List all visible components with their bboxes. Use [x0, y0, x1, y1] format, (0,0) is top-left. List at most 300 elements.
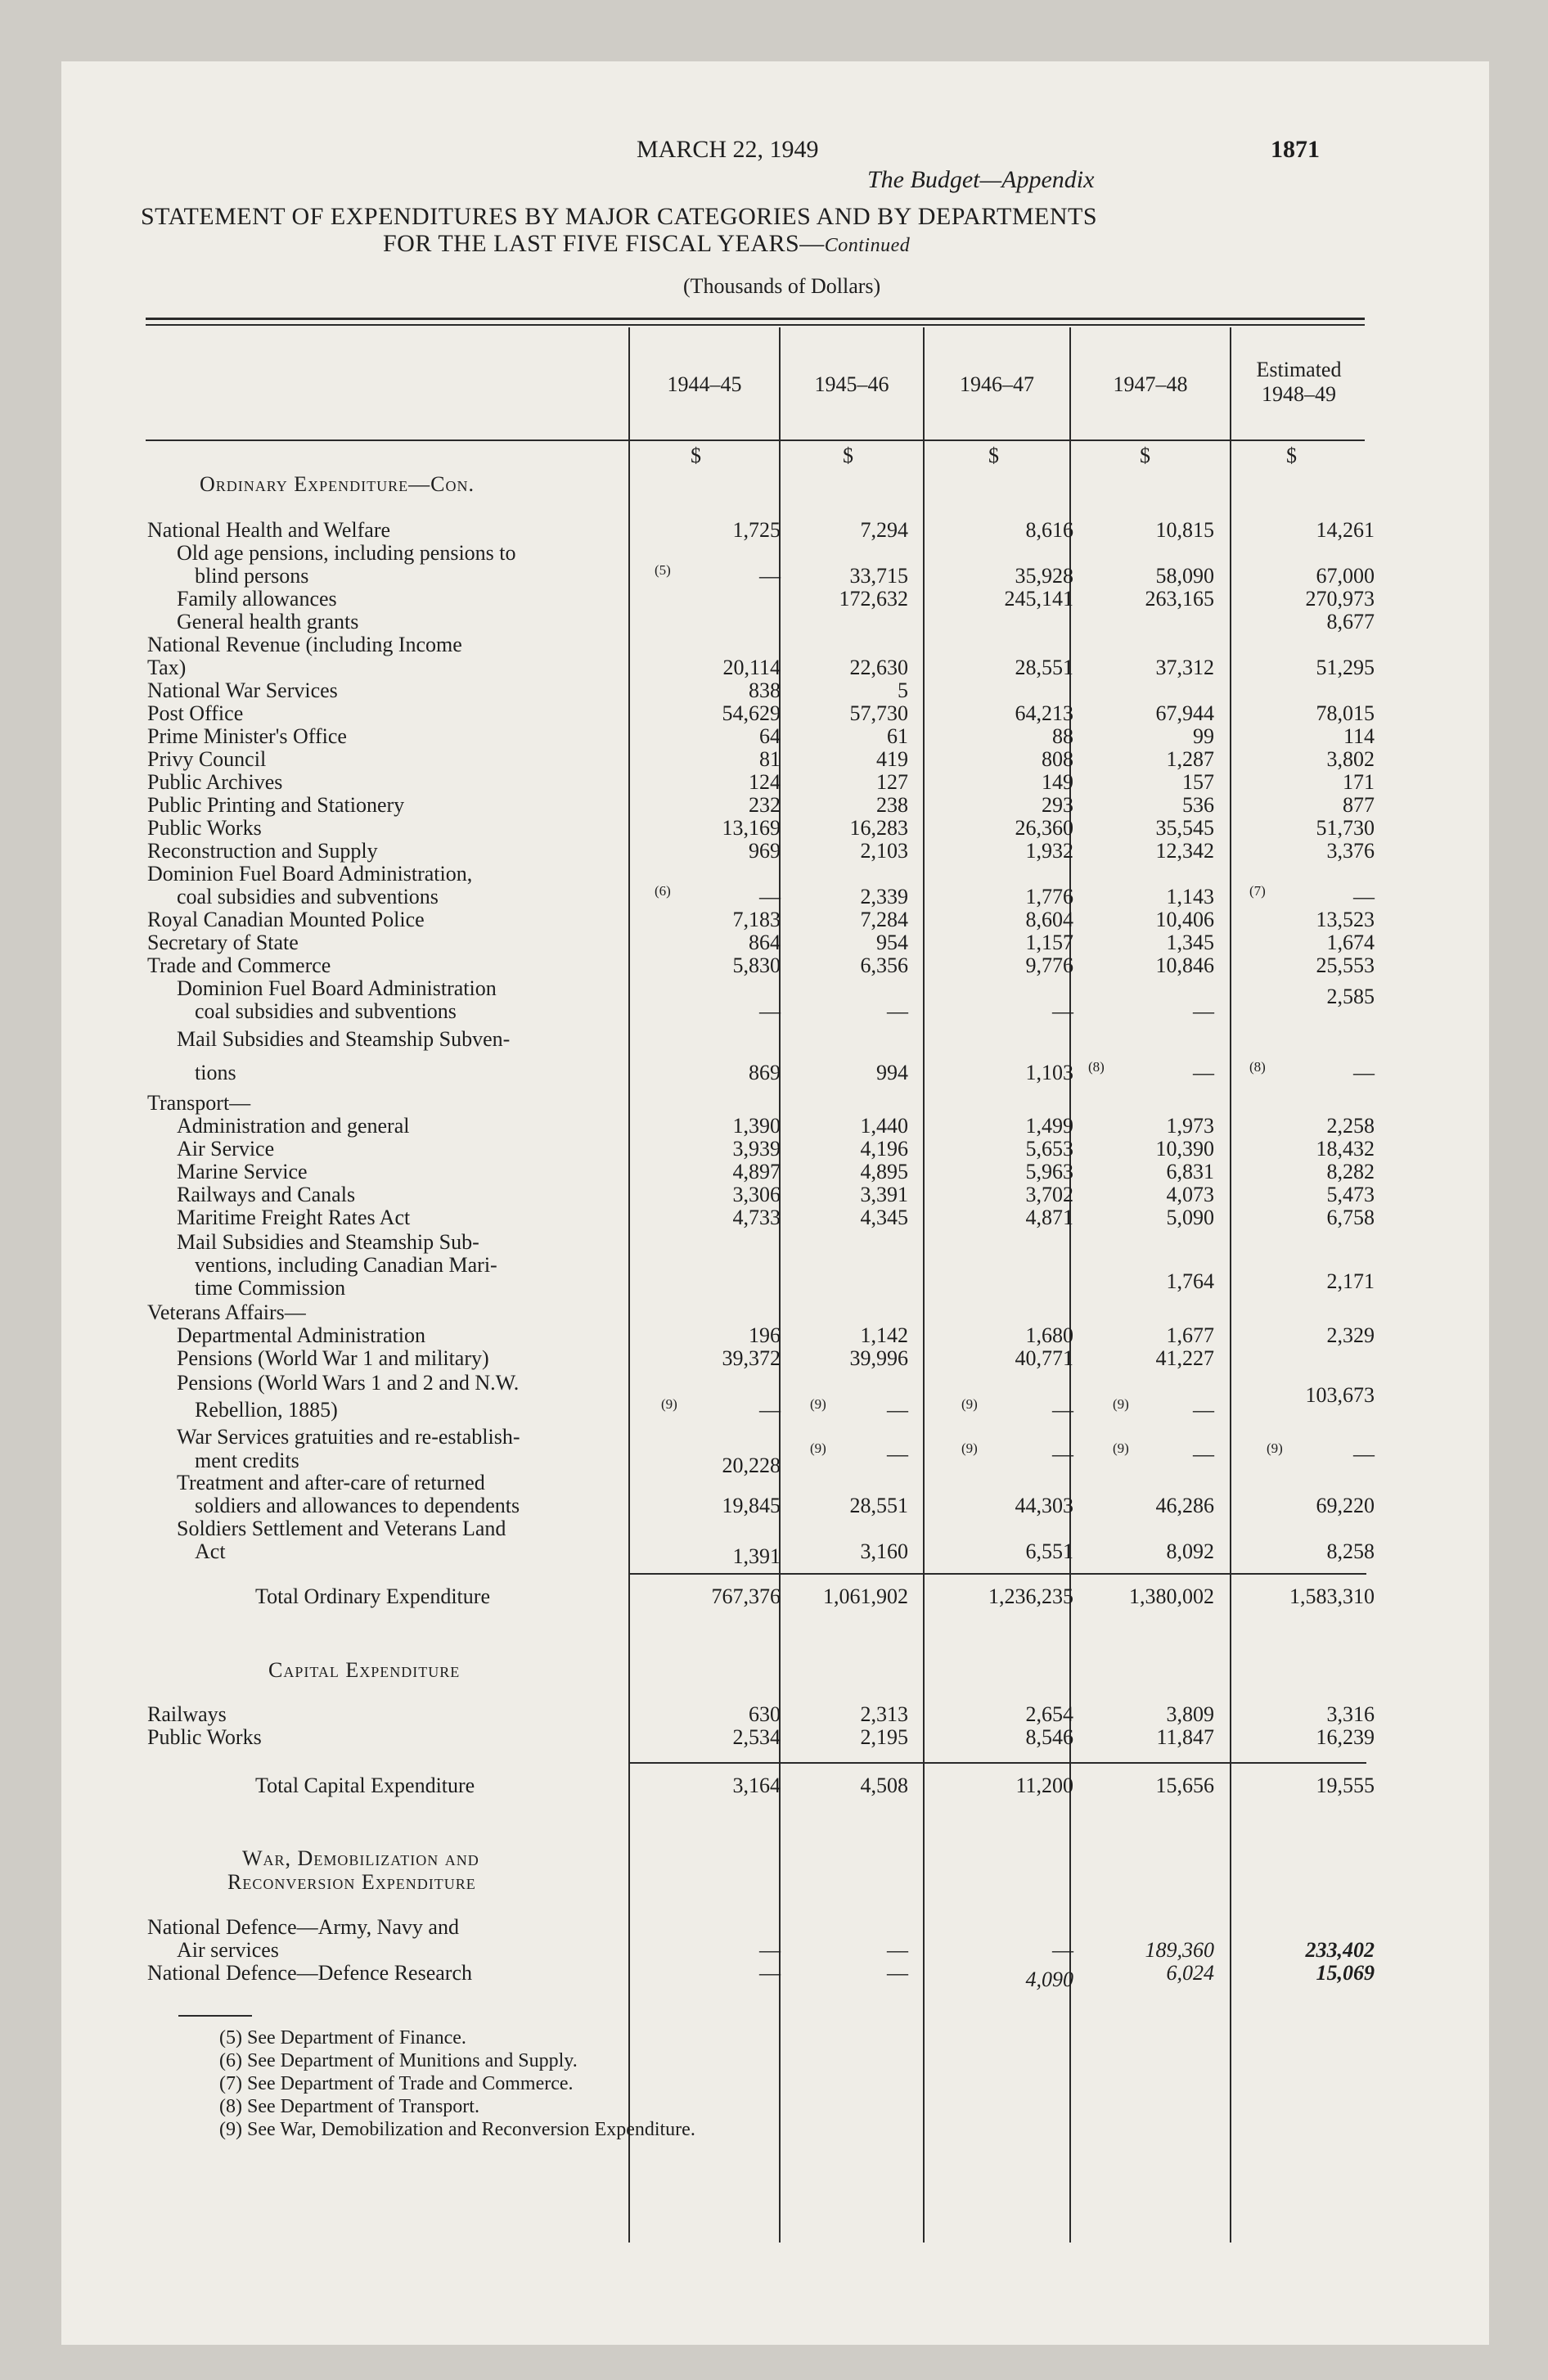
table-row — [0, 1539, 1548, 1568]
row-label: Post Office — [147, 701, 244, 725]
cell: 171 — [1343, 770, 1375, 794]
row-label: ventions, including Canadian Mari- — [195, 1253, 497, 1277]
row-label: Total Capital Expenditure — [255, 1774, 475, 1797]
table-row — [0, 770, 1548, 795]
cell: 536 — [1182, 793, 1214, 817]
cell: 58,090 — [1155, 564, 1214, 588]
cell: 1,345 — [1166, 931, 1214, 954]
cell: 8,546 — [1025, 1725, 1073, 1749]
cell: 64 — [759, 724, 781, 748]
cell: 1,674 — [1326, 931, 1375, 954]
row-label: Pensions (World Wars 1 and 2 and N.W. — [177, 1371, 520, 1395]
section-heading-capital: Capital Expenditure — [268, 1658, 461, 1682]
cell: 5,653 — [1025, 1137, 1073, 1161]
page-number: 1871 — [1271, 136, 1320, 163]
row-label: Old age pensions, including pensions to — [177, 541, 516, 565]
row-label: coal subsidies and subventions — [195, 999, 457, 1023]
row-label: Tax) — [147, 656, 187, 679]
row-label: Transport— — [147, 1091, 251, 1115]
cell: 1,725 — [732, 518, 781, 542]
cell: 2,534 — [732, 1725, 781, 1749]
cell: 1,973 — [1166, 1114, 1214, 1138]
row-label: time Commission — [195, 1276, 346, 1300]
cell: 3,802 — [1326, 747, 1375, 771]
row-label: Family allowances — [177, 587, 337, 611]
total-row — [0, 1584, 1548, 1609]
table-row — [0, 976, 1548, 1001]
cell: 1,390 — [732, 1114, 781, 1138]
table-row — [0, 1725, 1548, 1750]
cell: 2,258 — [1326, 1114, 1375, 1138]
cell: 196 — [749, 1323, 781, 1347]
section-heading-ordinary: Ordinary Expenditure—Con. — [200, 472, 475, 496]
cell: — — [759, 1961, 781, 1985]
cell: 16,239 — [1316, 1725, 1375, 1749]
row-label: Soldiers Settlement and Veterans Land — [177, 1517, 506, 1540]
cell: 2,103 — [860, 839, 908, 863]
table-row — [0, 1091, 1548, 1116]
cell: 35,545 — [1155, 816, 1214, 840]
cell: 808 — [1042, 747, 1073, 771]
cell: 1,103 — [1025, 1061, 1073, 1084]
currency-symbol: $ — [843, 444, 853, 467]
cell: 5,963 — [1025, 1160, 1073, 1183]
cell: 419 — [876, 747, 908, 771]
row-label: ment credits — [195, 1449, 299, 1472]
cell: 78,015 — [1316, 701, 1375, 725]
cell: 114 — [1343, 724, 1375, 748]
col-header-estimated: Estimated — [1256, 358, 1342, 381]
row-label: Dominion Fuel Board Administration — [177, 976, 497, 1000]
table-row — [0, 1206, 1548, 1230]
cell: 869 — [749, 1061, 781, 1084]
table-row — [0, 1253, 1548, 1278]
cell: 4,196 — [860, 1137, 908, 1161]
cell: — — [887, 1442, 908, 1466]
table-row — [0, 1114, 1548, 1138]
row-label: National War Services — [147, 678, 338, 702]
table-row — [0, 816, 1548, 841]
row-label: Pensions (World War 1 and military) — [177, 1346, 489, 1370]
table-row — [0, 541, 1548, 566]
table-row — [0, 1961, 1548, 1991]
table-row — [0, 931, 1548, 955]
row-label: Veterans Affairs— — [147, 1300, 306, 1324]
cell: — — [1193, 1061, 1214, 1084]
cell: 2,585 — [1326, 985, 1375, 1008]
cell: 3,306 — [732, 1183, 781, 1206]
cell: 15,656 — [1155, 1774, 1214, 1797]
section-heading-war-2: Reconversion Expenditure — [227, 1870, 476, 1894]
row-label: Secretary of State — [147, 931, 299, 954]
cell: 1,440 — [860, 1114, 908, 1138]
cell: 954 — [876, 931, 908, 954]
cell: 969 — [749, 839, 781, 863]
cell: — — [1052, 1442, 1073, 1466]
cell: 15,069 — [1316, 1961, 1375, 1985]
table-row — [0, 793, 1548, 818]
cell: 124 — [749, 770, 781, 794]
cell: 263,165 — [1145, 587, 1214, 611]
statement-title-line2: FOR THE LAST FIVE FISCAL YEARS—Continued — [383, 230, 911, 257]
cell: 81 — [759, 747, 781, 771]
cell: 767,376 — [711, 1584, 781, 1608]
cell: — — [759, 564, 781, 588]
cell: 877 — [1343, 793, 1375, 817]
page-date: MARCH 22, 1949 — [637, 136, 819, 163]
table-top-rule — [146, 318, 1365, 320]
cell: 10,815 — [1155, 518, 1214, 542]
row-label: Total Ordinary Expenditure — [255, 1584, 490, 1608]
cell: 8,258 — [1326, 1539, 1375, 1563]
cell: 1,143 — [1166, 885, 1214, 908]
cell: 2,654 — [1025, 1702, 1073, 1726]
cell: 7,183 — [732, 908, 781, 931]
section-heading-war: War, Demobilization and — [242, 1846, 479, 1870]
table-row — [0, 1160, 1548, 1184]
footnote: (9) See War, Demobilization and Reconversion Expenditure. — [219, 2119, 695, 2140]
cell: — — [759, 1938, 781, 1962]
row-label: War Services gratuities and re-establish- — [177, 1425, 520, 1449]
cell: 64,213 — [1015, 701, 1073, 725]
cell: 1,776 — [1025, 885, 1073, 908]
cell: 8,604 — [1025, 908, 1073, 931]
cell: 1,764 — [1166, 1269, 1214, 1293]
cell: 9,776 — [1025, 953, 1073, 977]
cell: — — [1353, 1061, 1375, 1084]
footnote: (5) See Department of Finance. — [219, 2027, 466, 2049]
row-label: National Revenue (including Income — [147, 633, 462, 656]
row-label: Act — [195, 1539, 226, 1563]
cell: 7,294 — [860, 518, 908, 542]
cell: 35,928 — [1015, 564, 1073, 588]
currency-symbol: $ — [691, 444, 701, 467]
row-label: Reconstruction and Supply — [147, 839, 378, 863]
table-row — [0, 1702, 1548, 1727]
cell: 19,845 — [722, 1494, 781, 1517]
cell: 28,551 — [1015, 656, 1073, 679]
cell: 1,680 — [1025, 1323, 1073, 1347]
row-label: Public Printing and Stationery — [147, 793, 405, 817]
cell: — — [1193, 1442, 1214, 1466]
table-row — [0, 633, 1548, 657]
row-label: Royal Canadian Mounted Police — [147, 908, 425, 931]
table-row — [0, 1269, 1548, 1300]
cell: 3,164 — [732, 1774, 781, 1797]
cell: — — [759, 1398, 781, 1422]
cell: 2,329 — [1326, 1323, 1375, 1347]
cell: 19,555 — [1316, 1774, 1375, 1797]
cell: 245,141 — [1004, 587, 1073, 611]
cell: 189,360 — [1145, 1938, 1214, 1962]
cell: 44,303 — [1015, 1494, 1073, 1517]
cell: 1,236,235 — [988, 1584, 1073, 1608]
cell: 3,702 — [1025, 1183, 1073, 1206]
row-label: Air services — [177, 1938, 279, 1962]
cell: 233,402 — [1305, 1938, 1375, 1962]
row-label: Administration and general — [177, 1114, 410, 1138]
row-label: soldiers and allowances to dependents — [195, 1494, 520, 1517]
table-row: ment credits 20,228 (9) — (9) — (9) — (9) — — [195, 1440, 1375, 1477]
cell: 1,287 — [1166, 747, 1214, 771]
cell: 4,871 — [1025, 1206, 1073, 1229]
cell: 18,432 — [1316, 1137, 1375, 1161]
col-header-1947-48: 1947–48 — [1113, 372, 1188, 396]
table-row — [0, 518, 1548, 543]
row-label: Treatment and after-care of returned — [177, 1471, 485, 1494]
cell: 39,996 — [849, 1346, 908, 1370]
cell: 1,157 — [1025, 931, 1073, 954]
table-row — [0, 724, 1548, 749]
table-row — [0, 1471, 1548, 1495]
cell: 1,583,310 — [1289, 1584, 1375, 1608]
table-row — [0, 862, 1548, 886]
cell: 88 — [1052, 724, 1073, 748]
table-row — [0, 908, 1548, 932]
row-label: National Defence—Army, Navy and — [147, 1915, 459, 1939]
table-row: blind persons (5) — 33,715 35,928 58,090 67,000 — [195, 562, 1375, 588]
cell: — — [1193, 999, 1214, 1023]
total-rule — [630, 1762, 1366, 1764]
cell: 14,261 — [1316, 518, 1375, 542]
cell: 11,200 — [1015, 1774, 1073, 1797]
cell: 864 — [749, 931, 781, 954]
cell: 61 — [887, 724, 908, 748]
table-row — [0, 1300, 1548, 1325]
cell: 3,391 — [860, 1183, 908, 1206]
table-row — [0, 1494, 1548, 1518]
cell: — — [1052, 1398, 1073, 1422]
row-label: coal subsidies and subventions — [177, 885, 439, 908]
cell: — — [887, 1398, 908, 1422]
cell: 127 — [876, 770, 908, 794]
cell: 172,632 — [839, 587, 908, 611]
cell: 7,284 — [860, 908, 908, 931]
cell: 33,715 — [849, 564, 908, 588]
cell: 3,809 — [1166, 1702, 1214, 1726]
currency-symbol: $ — [1140, 444, 1150, 467]
cell: — — [887, 999, 908, 1023]
table-row: coal subsidies and subventions (6) — 2,339 1,776 1,143 (7) — — [177, 883, 1375, 908]
table-row: tions 869 994 1,103 (8) — (8) — — [195, 1059, 1375, 1084]
col-header-1945-46: 1945–46 — [814, 372, 889, 396]
cell: 6,758 — [1326, 1206, 1375, 1229]
cell: 5 — [898, 678, 908, 702]
cell: — — [759, 885, 781, 908]
row-label: Railways and Canals — [177, 1183, 356, 1206]
cell: 270,973 — [1305, 587, 1375, 611]
header-bottom-rule — [146, 439, 1365, 441]
cell: 232 — [749, 793, 781, 817]
cell: 26,360 — [1015, 816, 1073, 840]
total-rule — [630, 1573, 1366, 1575]
table-row — [0, 1027, 1548, 1052]
table-row — [0, 701, 1548, 726]
table-row — [0, 1915, 1548, 1940]
cell: 10,846 — [1155, 953, 1214, 977]
cell: 6,356 — [860, 953, 908, 977]
cell: 6,024 — [1166, 1961, 1214, 1985]
row-label: Dominion Fuel Board Administration, — [147, 862, 473, 886]
cell: 157 — [1182, 770, 1214, 794]
cell: 4,508 — [860, 1774, 908, 1797]
cell: — — [1353, 1442, 1375, 1466]
cell: 3,160 — [860, 1539, 908, 1563]
cell: — — [1052, 1938, 1073, 1962]
cell: 13,169 — [722, 816, 781, 840]
table-row — [0, 1425, 1548, 1449]
cell: 11,847 — [1156, 1725, 1214, 1749]
cell: 46,286 — [1155, 1494, 1214, 1517]
cell: 8,677 — [1326, 610, 1375, 633]
table-row — [0, 656, 1548, 680]
total-row — [0, 1774, 1548, 1798]
cell: 3,939 — [732, 1137, 781, 1161]
cell: 51,295 — [1316, 656, 1375, 679]
cell: 41,227 — [1155, 1346, 1214, 1370]
row-label: tions — [195, 1061, 236, 1084]
cell: 37,312 — [1155, 656, 1214, 679]
row-label: Public Archives — [147, 770, 283, 794]
units-note: (Thousands of Dollars) — [683, 274, 881, 298]
row-label: Mail Subsidies and Steamship Sub- — [177, 1230, 479, 1254]
cell: 1,499 — [1025, 1114, 1073, 1138]
cell: 4,073 — [1166, 1183, 1214, 1206]
row-label: Air Service — [177, 1137, 275, 1161]
section-title: The Budget—Appendix — [867, 166, 1095, 193]
cell: 1,061,902 — [823, 1584, 908, 1608]
cell: 4,895 — [860, 1160, 908, 1183]
cell: 12,342 — [1155, 839, 1214, 863]
table-row — [0, 839, 1548, 863]
table-row — [0, 678, 1548, 703]
row-label: Maritime Freight Rates Act — [177, 1206, 411, 1229]
cell: 67,000 — [1316, 564, 1375, 588]
cell: 54,629 — [722, 701, 781, 725]
row-label: General health grants — [177, 610, 359, 633]
cell: 8,092 — [1166, 1539, 1214, 1563]
cell: — — [1052, 999, 1073, 1023]
row-label: Railways — [147, 1702, 227, 1726]
row-label: Mail Subsidies and Steamship Subven- — [177, 1027, 511, 1051]
cell: 994 — [876, 1061, 908, 1084]
row-label: Public Works — [147, 816, 262, 840]
cell: 1,391 — [732, 1544, 781, 1568]
cell: 238 — [876, 793, 908, 817]
cell: 6,831 — [1166, 1160, 1214, 1183]
row-label: Trade and Commerce — [147, 953, 331, 977]
table-row — [0, 610, 1548, 634]
cell: — — [887, 1961, 908, 1985]
table-row — [0, 747, 1548, 772]
cell: 630 — [749, 1702, 781, 1726]
cell: 4,897 — [732, 1160, 781, 1183]
cell: 149 — [1042, 770, 1073, 794]
cell: 22,630 — [849, 656, 908, 679]
row-label: Prime Minister's Office — [147, 724, 347, 748]
cell: 20,114 — [722, 656, 781, 679]
cell: 40,771 — [1015, 1346, 1073, 1370]
table-row — [0, 1183, 1548, 1207]
cell: 16,283 — [849, 816, 908, 840]
cell: 1,380,002 — [1129, 1584, 1214, 1608]
cell: 20,228 — [722, 1454, 781, 1477]
cell: 57,730 — [849, 701, 908, 725]
cell: 2,195 — [860, 1725, 908, 1749]
currency-symbol: $ — [988, 444, 999, 467]
footnote-rule — [178, 2015, 252, 2017]
table-row — [0, 1323, 1548, 1348]
cell: 3,316 — [1326, 1702, 1375, 1726]
table-top-rule-2 — [146, 324, 1365, 326]
cell: 8,616 — [1025, 518, 1073, 542]
statement-title-line1: STATEMENT OF EXPENDITURES BY MAJOR CATEGORIES AND BY DEPARTMENTS — [141, 203, 1098, 230]
cell: 10,390 — [1155, 1137, 1214, 1161]
table-row — [0, 1938, 1548, 1963]
cell: 2,171 — [1326, 1269, 1375, 1293]
footnote: (8) See Department of Transport. — [219, 2096, 479, 2117]
cell: 28,551 — [849, 1494, 908, 1517]
cell: 4,345 — [860, 1206, 908, 1229]
table-row — [0, 1517, 1548, 1541]
cell: 69,220 — [1316, 1494, 1375, 1517]
cell: 1,142 — [860, 1323, 908, 1347]
row-label: National Health and Welfare — [147, 518, 391, 542]
footnote: (7) See Department of Trade and Commerce. — [219, 2073, 574, 2094]
cell: 5,830 — [732, 953, 781, 977]
table-row — [0, 1230, 1548, 1255]
cell: 99 — [1193, 724, 1214, 748]
cell: 67,944 — [1155, 701, 1214, 725]
cell: 8,282 — [1326, 1160, 1375, 1183]
row-label: Departmental Administration — [177, 1323, 425, 1347]
row-label: National Defence—Defence Research — [147, 1961, 472, 1985]
table-row — [0, 953, 1548, 978]
cell: — — [1193, 1398, 1214, 1422]
cell: 4,090 — [1025, 1968, 1073, 1991]
row-label: Marine Service — [177, 1160, 308, 1183]
table-row — [0, 1346, 1548, 1371]
table-row — [0, 587, 1548, 611]
row-label: Rebellion, 1885) — [195, 1398, 338, 1422]
cell: 838 — [749, 678, 781, 702]
cell: 39,372 — [722, 1346, 781, 1370]
col-header-1948-49: 1948–49 — [1262, 382, 1336, 406]
cell: 2,339 — [860, 885, 908, 908]
currency-symbol: $ — [1286, 444, 1297, 467]
cell: 1,677 — [1166, 1323, 1214, 1347]
cell: 5,473 — [1326, 1183, 1375, 1206]
cell: 6,551 — [1025, 1539, 1073, 1563]
cell: 293 — [1042, 793, 1073, 817]
cell: 103,673 — [1305, 1383, 1375, 1407]
table-row — [0, 1137, 1548, 1161]
cell: — — [887, 1938, 908, 1962]
cell: 13,523 — [1316, 908, 1375, 931]
cell: 3,376 — [1326, 839, 1375, 863]
row-label: Privy Council — [147, 747, 267, 771]
cell: — — [1353, 885, 1375, 908]
row-label: Public Works — [147, 1725, 262, 1749]
cell: — — [759, 999, 781, 1023]
cell: 51,730 — [1316, 816, 1375, 840]
cell: 4,733 — [732, 1206, 781, 1229]
row-label: blind persons — [195, 564, 309, 588]
cell: 5,090 — [1166, 1206, 1214, 1229]
col-header-1944-45: 1944–45 — [667, 372, 742, 396]
cell: 10,406 — [1155, 908, 1214, 931]
cell: 2,313 — [860, 1702, 908, 1726]
